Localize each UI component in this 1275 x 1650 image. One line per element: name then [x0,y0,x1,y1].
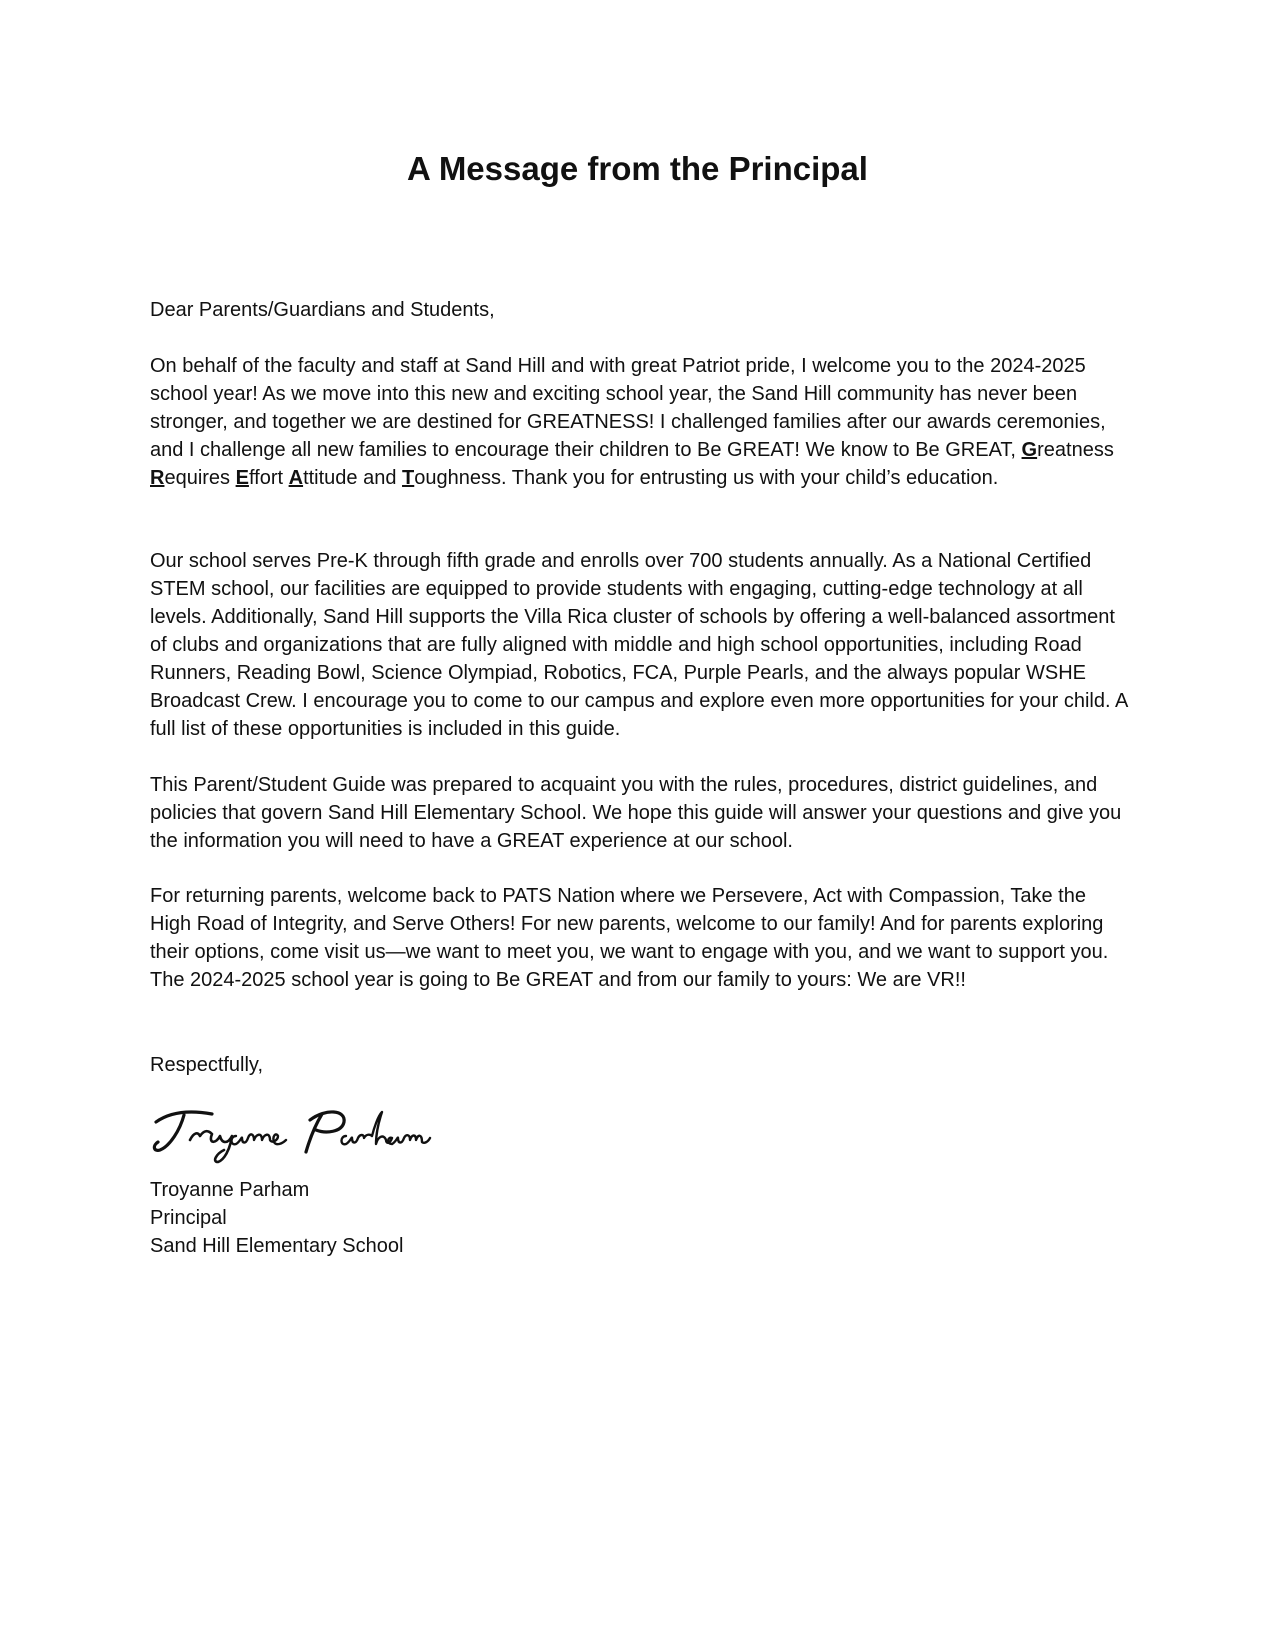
signer-block [150,1176,403,1260]
acronym-rest: oughness. [414,467,507,489]
acronym-letter: G [1021,439,1038,461]
acronym-r [150,467,236,489]
acronym-rest: equires [164,467,236,489]
acronym-a [289,467,402,489]
school-overview-paragraph: Our school serves Pre-K through fifth grade and enrolls over 700 students annually. As a National Certified STEM school, our facilities are equipped to provide students with engaging, cutting-edge technology at all levels. Additionally, Sand Hill supports the Villa Rica cluster of schools by offering a well-balanced assortment of clubs and organizations that are fully aligned with middle and high school opportunities, including Road Runners, Reading Bowl, Science Olympiad, Robotics, FCA, Purple Pearls, and the always popular WSHE Broadcast Crew. I encourage you to come to our campus and explore even more opportunities for your child. A full list of these opportunities is included in this guide. [150,550,1128,740]
page-title: A Message from the Principal [407,150,868,187]
acronym-rest: ttitude and [303,467,403,489]
welcome-paragraph [150,352,1130,492]
acronym-g [1022,439,1114,461]
salutation: Dear Parents/Guardians and Students, [150,299,495,321]
welcome-paragraph-outro: Thank you for entrusting us with your child’s education. [506,467,999,489]
guide-purpose-paragraph: This Parent/Student Guide was prepared to acquaint you with the rules, procedures, district guidelines, and policies that govern Sand Hill Elementary School. We hope this guide will answer your questions and give you the information you will need to have a GREAT experience at our school. [150,774,1122,852]
acronym-t [402,467,507,489]
signer-role: Principal [150,1207,227,1229]
welcome-paragraph-intro: On behalf of the faculty and staff at Sand Hill and with great Patriot pride, I welcome you to the 2024-2025 school year! As we move into this new and exciting school year, the Sand Hill community has never been stronger, and together we are destined for GREATNESS! I challenged families after our awards ceremonies, and I challenge all new families to encourage their children to Be GREAT! We know to Be GREAT, [150,355,1106,461]
closing: Respectfully, [150,1054,264,1076]
handwritten-signature [150,1100,470,1170]
acronym-letter: E [235,467,249,489]
acronym-e [236,467,289,489]
signer-school: Sand Hill Elementary School [150,1235,404,1257]
signer-name: Troyanne Parham [150,1179,310,1201]
acronym-rest: reatness [1037,439,1114,461]
acronym-letter: A [288,467,304,489]
returning-parents-paragraph: For returning parents, welcome back to PATS Nation where we Persevere, Act with Compassion, Take the High Road of Integrity, and Serve Others! For new parents, welcome to our family! And for parents exploring their options, come visit us—we want to meet you, we want to engage with you, and we want to support you. The 2024-2025 school year is going to Be GREAT and from our family to yours: We are VR!! [150,885,1109,991]
acronym-rest: ffort [248,467,289,489]
acronym-letter: R [150,467,165,489]
acronym-letter: T [402,467,415,489]
